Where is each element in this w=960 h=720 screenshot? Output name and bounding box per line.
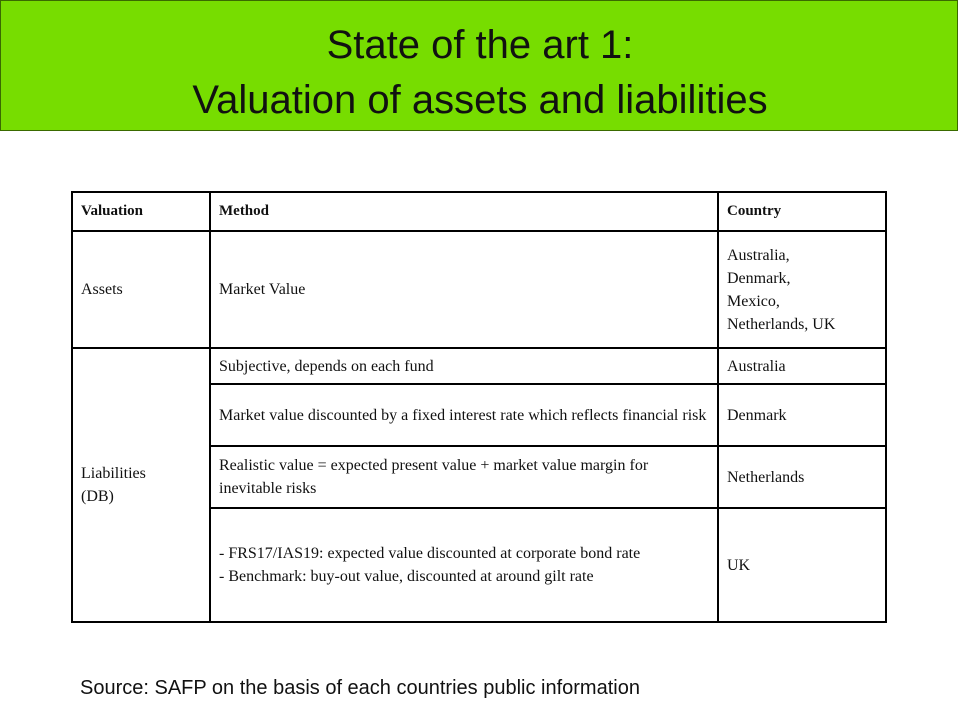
valuation-cell-assets: Assets xyxy=(72,231,210,348)
table-row xyxy=(72,348,886,384)
valuation-table xyxy=(71,191,887,623)
method-cell: Realistic value = expected present value + market value margin for inevitable risks xyxy=(210,446,718,508)
country-cell: Australia xyxy=(718,348,886,384)
country-cell: Netherlands xyxy=(718,446,886,508)
header-valuation: Valuation xyxy=(72,192,210,231)
header-method: Method xyxy=(210,192,718,231)
header-country: Country xyxy=(718,192,886,231)
source-note: Source: SAFP on the basis of each countries public information xyxy=(80,677,640,699)
valuation-cell-liabilities: Liabilities (DB) xyxy=(72,348,210,622)
country-cell: Australia, Denmark, Mexico, Netherlands, UK xyxy=(718,231,886,348)
slide-title-line-2: Valuation of assets and liabilities xyxy=(192,78,768,122)
method-cell: - FRS17/IAS19: expected value discounted at corporate bond rate - Benchmark: buy-out value, discounted at around gilt rate xyxy=(210,508,718,622)
slide-title-line-1: State of the art 1: xyxy=(326,23,634,67)
table-header-row xyxy=(72,192,886,231)
method-cell: Subjective, depends on each fund xyxy=(210,348,718,384)
method-cell: Market value discounted by a fixed interest rate which reflects financial risk xyxy=(210,384,718,446)
table-row xyxy=(72,231,886,348)
method-cell: Market Value xyxy=(210,231,718,348)
country-cell: UK xyxy=(718,508,886,622)
country-cell: Denmark xyxy=(718,384,886,446)
